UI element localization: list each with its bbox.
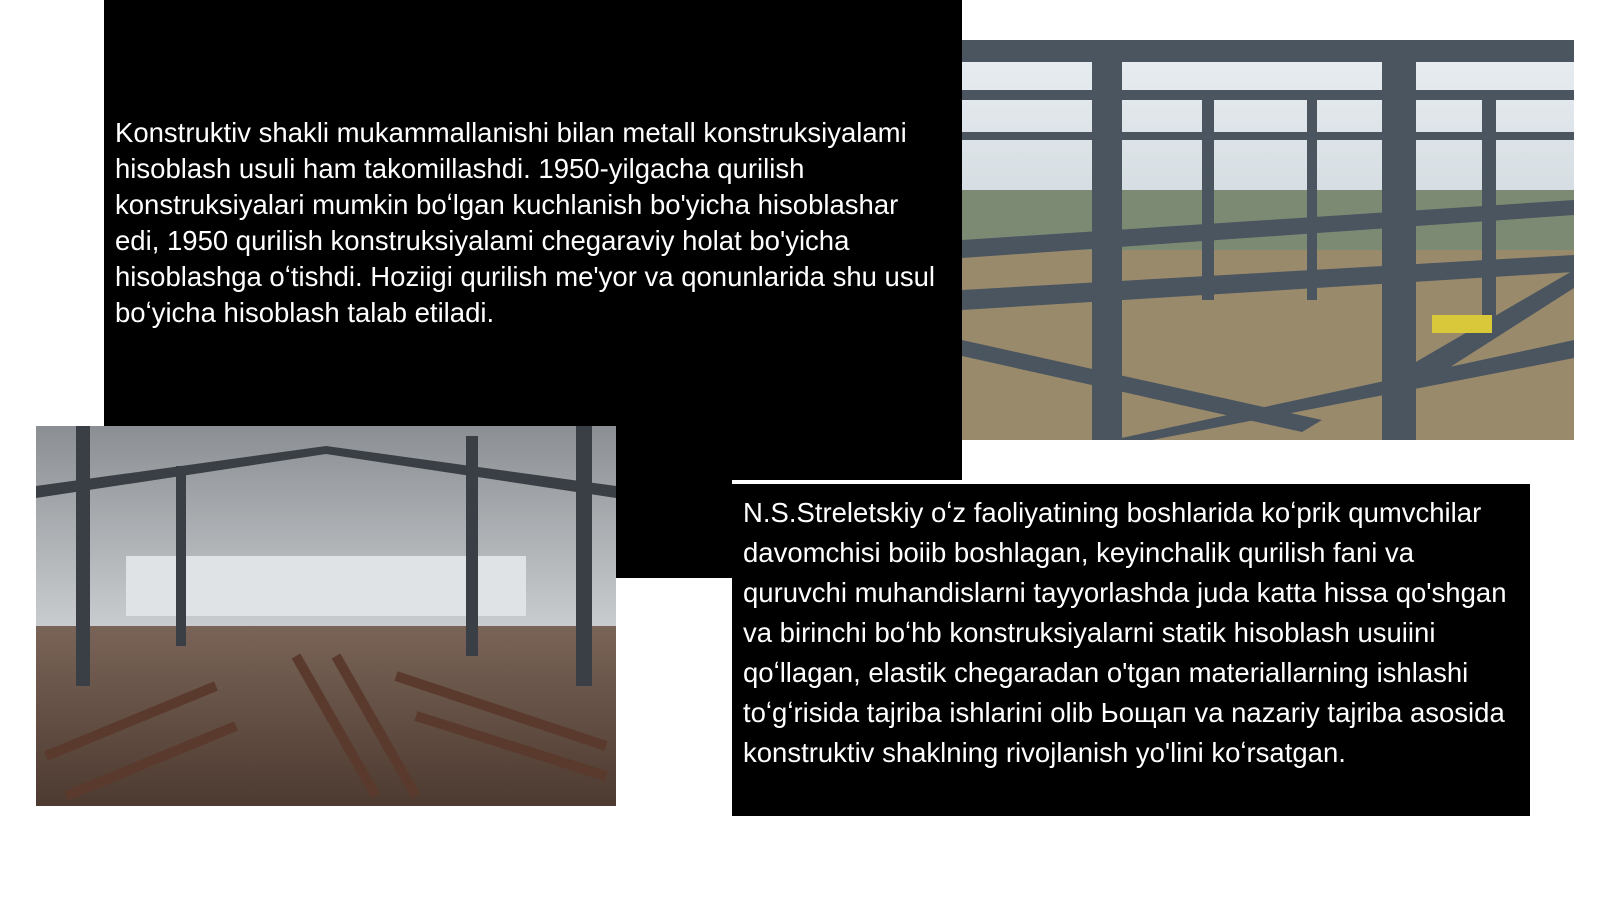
- paragraph-calculation-methods: Konstruktiv shakli mukammallanishi bilan metall konstruksiyalami hisoblash usuli ham takomillashdi. 1950-yilgacha qurilish konstruksiyalari mumkin boʻlgan kuchlanish bo'yicha hisoblashar edi, 1950 qurilish konstruksiyalami chegaraviy holat bo'yicha hisoblashga oʻtishdi. Hoziigi qurilish me'yor va qonunlarida shu usul boʻyicha hisoblash talab etiladi.: [115, 117, 936, 328]
- workshop-photo: [36, 426, 616, 806]
- steel-frame-photo: [962, 40, 1574, 440]
- connector-black-panel: [600, 470, 732, 578]
- streletskiy-text-panel: [732, 484, 1530, 816]
- paragraph-streletskiy: N.S.Streletskiy oʻz faoliyatining boshlarida koʻprik qumvchilar davomchisi boiib boshlagan, keyinchalik qurilish fani va quruvchi muhandislarni tayyorlashda juda katta hissa qo'shgan va birinchi boʻhb konstruksiyalarni statik hisoblash usuiini qoʻllagan, elastik chegaradan o'tgan materiallarning ishlashi toʻgʻrisida tajriba ishlarini olib Ьощап va nazariy tajriba asosida konstruktiv shaklning rivojlanish yo'lini koʻrsatgan.: [743, 497, 1507, 768]
